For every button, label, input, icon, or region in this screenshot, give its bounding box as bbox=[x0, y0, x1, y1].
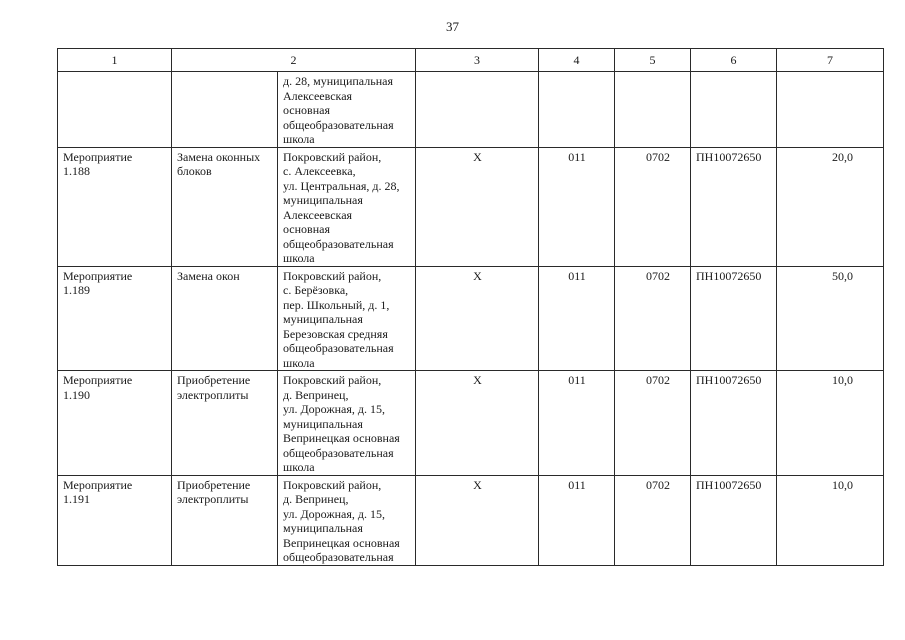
cell-work: Замена окон bbox=[172, 266, 278, 371]
table-row bbox=[58, 475, 884, 565]
cell-col6: ПН10072650 bbox=[691, 266, 777, 371]
cell-name: Мероприятие 1.188 bbox=[58, 147, 172, 266]
header-col-1: 1 bbox=[58, 49, 172, 72]
cell-col3: Х bbox=[416, 266, 539, 371]
cell-col4: 011 bbox=[539, 371, 615, 476]
cell-col7: 10,0 bbox=[777, 475, 884, 565]
cell-col5: 0702 bbox=[615, 147, 691, 266]
table-row bbox=[58, 147, 884, 266]
header-col-6: 6 bbox=[691, 49, 777, 72]
cell-name: Мероприятие 1.189 bbox=[58, 266, 172, 371]
header-col-2: 2 bbox=[172, 49, 416, 72]
cell-name bbox=[58, 72, 172, 148]
measures-table bbox=[57, 48, 884, 566]
header-col-7: 7 bbox=[777, 49, 884, 72]
cell-work: Приобретение электроплиты bbox=[172, 475, 278, 565]
cell-col6: ПН10072650 bbox=[691, 371, 777, 476]
table-row-continuation bbox=[58, 72, 884, 148]
header-col-3: 3 bbox=[416, 49, 539, 72]
cell-col6: ПН10072650 bbox=[691, 147, 777, 266]
cell-address: Покровский район, д. Вепринец, ул. Дорожная, д. 15, муниципальная Вепринецкая основная общеобразовательная bbox=[278, 475, 416, 565]
cell-col7: 50,0 bbox=[777, 266, 884, 371]
cell-col3 bbox=[416, 72, 539, 148]
page-number: 37 bbox=[446, 19, 459, 34]
cell-col4: 011 bbox=[539, 475, 615, 565]
table-row bbox=[58, 266, 884, 371]
cell-col5: 0702 bbox=[615, 266, 691, 371]
cell-work: Приобретение электроплиты bbox=[172, 371, 278, 476]
header-row bbox=[58, 49, 884, 72]
cell-name: Мероприятие 1.191 bbox=[58, 475, 172, 565]
table-row bbox=[58, 371, 884, 476]
cell-col4: 011 bbox=[539, 266, 615, 371]
cell-col3: Х bbox=[416, 147, 539, 266]
cell-col4 bbox=[539, 72, 615, 148]
header-col-4: 4 bbox=[539, 49, 615, 72]
cell-col7: 20,0 bbox=[777, 147, 884, 266]
header-col-5: 5 bbox=[615, 49, 691, 72]
cell-col7: 10,0 bbox=[777, 371, 884, 476]
cell-col3: Х bbox=[416, 371, 539, 476]
cell-col4: 011 bbox=[539, 147, 615, 266]
cell-address: д. 28, муниципальная Алексеевская основная общеобразовательная школа bbox=[278, 72, 416, 148]
cell-col3: Х bbox=[416, 475, 539, 565]
cell-address: Покровский район, с. Берёзовка, пер. Школьный, д. 1, муниципальная Березовская средняя общеобразовательная школа bbox=[278, 266, 416, 371]
cell-name: Мероприятие 1.190 bbox=[58, 371, 172, 476]
cell-address: Покровский район, д. Вепринец, ул. Дорожная, д. 15, муниципальная Вепринецкая основная общеобразовательная школа bbox=[278, 371, 416, 476]
cell-col5: 0702 bbox=[615, 371, 691, 476]
cell-col5 bbox=[615, 72, 691, 148]
cell-col7 bbox=[777, 72, 884, 148]
cell-col6: ПН10072650 bbox=[691, 475, 777, 565]
cell-address: Покровский район, с. Алексеевка, ул. Центральная, д. 28, муниципальная Алексеевская основная общеобразовательная школа bbox=[278, 147, 416, 266]
cell-work: Замена оконных блоков bbox=[172, 147, 278, 266]
cell-work bbox=[172, 72, 278, 148]
cell-col6 bbox=[691, 72, 777, 148]
cell-col5: 0702 bbox=[615, 475, 691, 565]
